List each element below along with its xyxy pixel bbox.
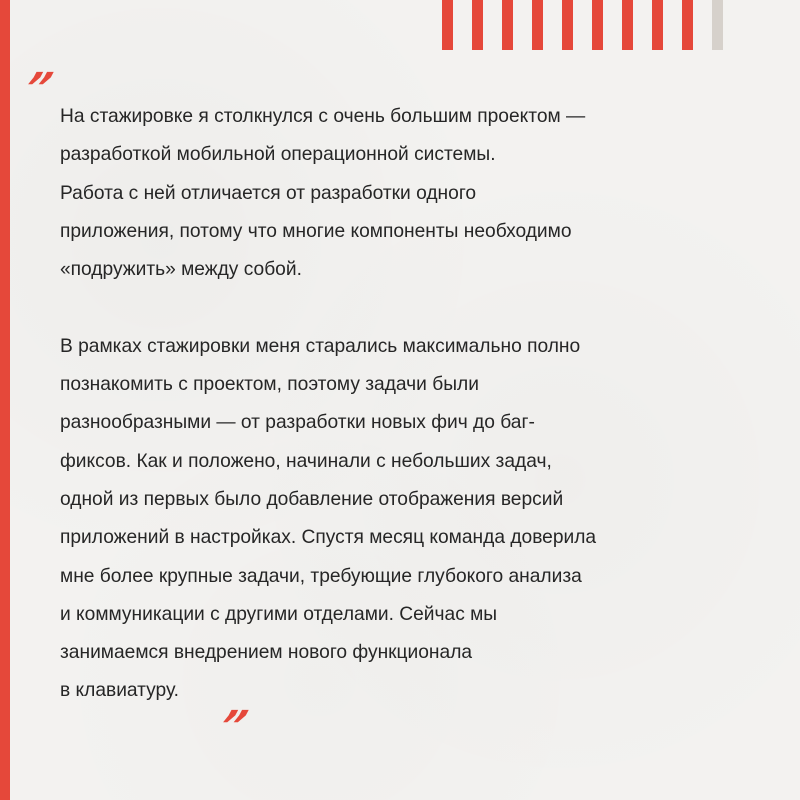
text-line: познакомить с проектом, поэтому задачи были xyxy=(60,374,479,396)
red-stripe xyxy=(652,0,663,50)
text-line: в клавиатуру. xyxy=(60,680,180,702)
left-accent-bar xyxy=(0,0,10,800)
text-line: и коммуникации с другими отделами. Сейчас мы xyxy=(60,603,498,625)
text-line: занимаемся внедрением нового функционала xyxy=(60,642,473,664)
text-line: разработкой мобильной операционной системы. xyxy=(60,144,496,166)
opening-quote-mark: ” xyxy=(16,65,52,111)
text-line: приложений в настройках. Спустя месяц команда доверила xyxy=(60,527,597,549)
gray-stripe xyxy=(712,0,723,50)
text-line: разнообразными — от разработки новых фич до баг- xyxy=(60,412,535,434)
paragraph-spacer xyxy=(60,289,780,327)
paragraph-1 xyxy=(60,98,780,289)
text-line: В рамках стажировки меня старались максимально полно xyxy=(60,335,581,357)
text-line: «подружить» между собой. xyxy=(60,259,302,281)
top-stripes-decoration xyxy=(442,0,723,50)
red-stripe xyxy=(502,0,513,50)
text-line: Работа с ней отличается от разработки одного xyxy=(60,182,477,204)
closing-quote-mark: ” xyxy=(211,703,247,749)
red-stripe xyxy=(472,0,483,50)
red-stripe xyxy=(532,0,543,50)
red-stripe xyxy=(682,0,693,50)
quote-text-block xyxy=(60,98,780,711)
red-stripe xyxy=(622,0,633,50)
text-line: приложения, потому что многие компоненты необходимо xyxy=(60,220,572,242)
text-line: На стажировке я столкнулся с очень большим проектом — xyxy=(60,106,586,127)
text-line: мне более крупные задачи, требующие глубокого анализа xyxy=(60,565,582,587)
text-line: фиксов. Как и положено, начинали с небольших задач, xyxy=(60,450,552,472)
text-line: одной из первых было добавление отображения версий xyxy=(60,488,564,510)
red-stripe xyxy=(562,0,573,50)
paragraph-2 xyxy=(60,328,780,711)
red-stripe xyxy=(592,0,603,50)
red-stripe xyxy=(442,0,453,50)
